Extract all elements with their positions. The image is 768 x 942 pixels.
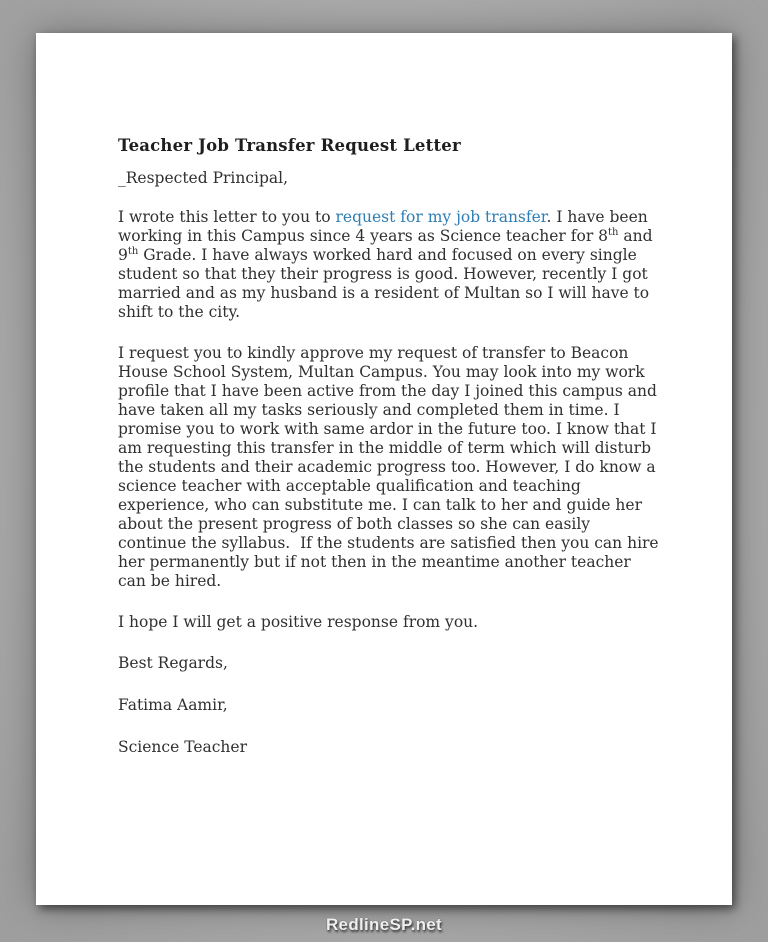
- letter-closing: Best Regards,: [118, 654, 228, 672]
- letter-paragraph-3: I hope I will get a positive response from you.: [118, 613, 479, 631]
- paragraph-1-after-sups: Grade. I have always worked hard and focused on every single student so that they their progress is good. However, recently I got married and as my husband is a resident of Multan so I will have to shift to the city.: [118, 246, 655, 321]
- letter-title: Teacher Job Transfer Request Letter: [118, 136, 461, 155]
- signature-role: Science Teacher: [118, 738, 247, 756]
- site-watermark: RedlineSP.net: [325, 915, 442, 934]
- letter-page: [36, 33, 732, 905]
- paragraph-1-between-sups: and 9: [118, 227, 658, 264]
- paragraph-1-after-link: . I have been working in this Campus since 4 years as Science teacher for 8: [118, 208, 653, 245]
- letter-salutation: _Respected Principal,: [118, 169, 289, 187]
- letter-paragraph-2: I request you to kindly approve my request of transfer to Beacon House School System, Multan Campus. You may look into my work profile that I have been active from the day I joined this campus and have taken all my tasks seriously and completed them in time. I promise you to work with same ardor in the future too. I know that I am requesting this transfer in the middle of term which will disturb the students and their academic progress too. However, I do know a science teacher with acceptable qualification and teaching experience, who can substitute me. I can talk to her and guide her about the present progress of both classes so she can easily continue the syllabus. If the students are satisfied then you can hire her permanently but if not then in the meantime another teacher can be hired.: [118, 344, 664, 590]
- ordinal-suffix-8th: th: [608, 226, 619, 238]
- signature-name: Fatima Aamir,: [118, 696, 228, 714]
- letter-content: [118, 136, 663, 780]
- letter-paragraph-1: [118, 208, 663, 322]
- job-transfer-link[interactable]: request for my job transfer: [335, 208, 547, 226]
- ordinal-suffix-9th: th: [127, 245, 139, 257]
- paragraph-1-before-link: I wrote this letter to you to: [118, 208, 336, 226]
